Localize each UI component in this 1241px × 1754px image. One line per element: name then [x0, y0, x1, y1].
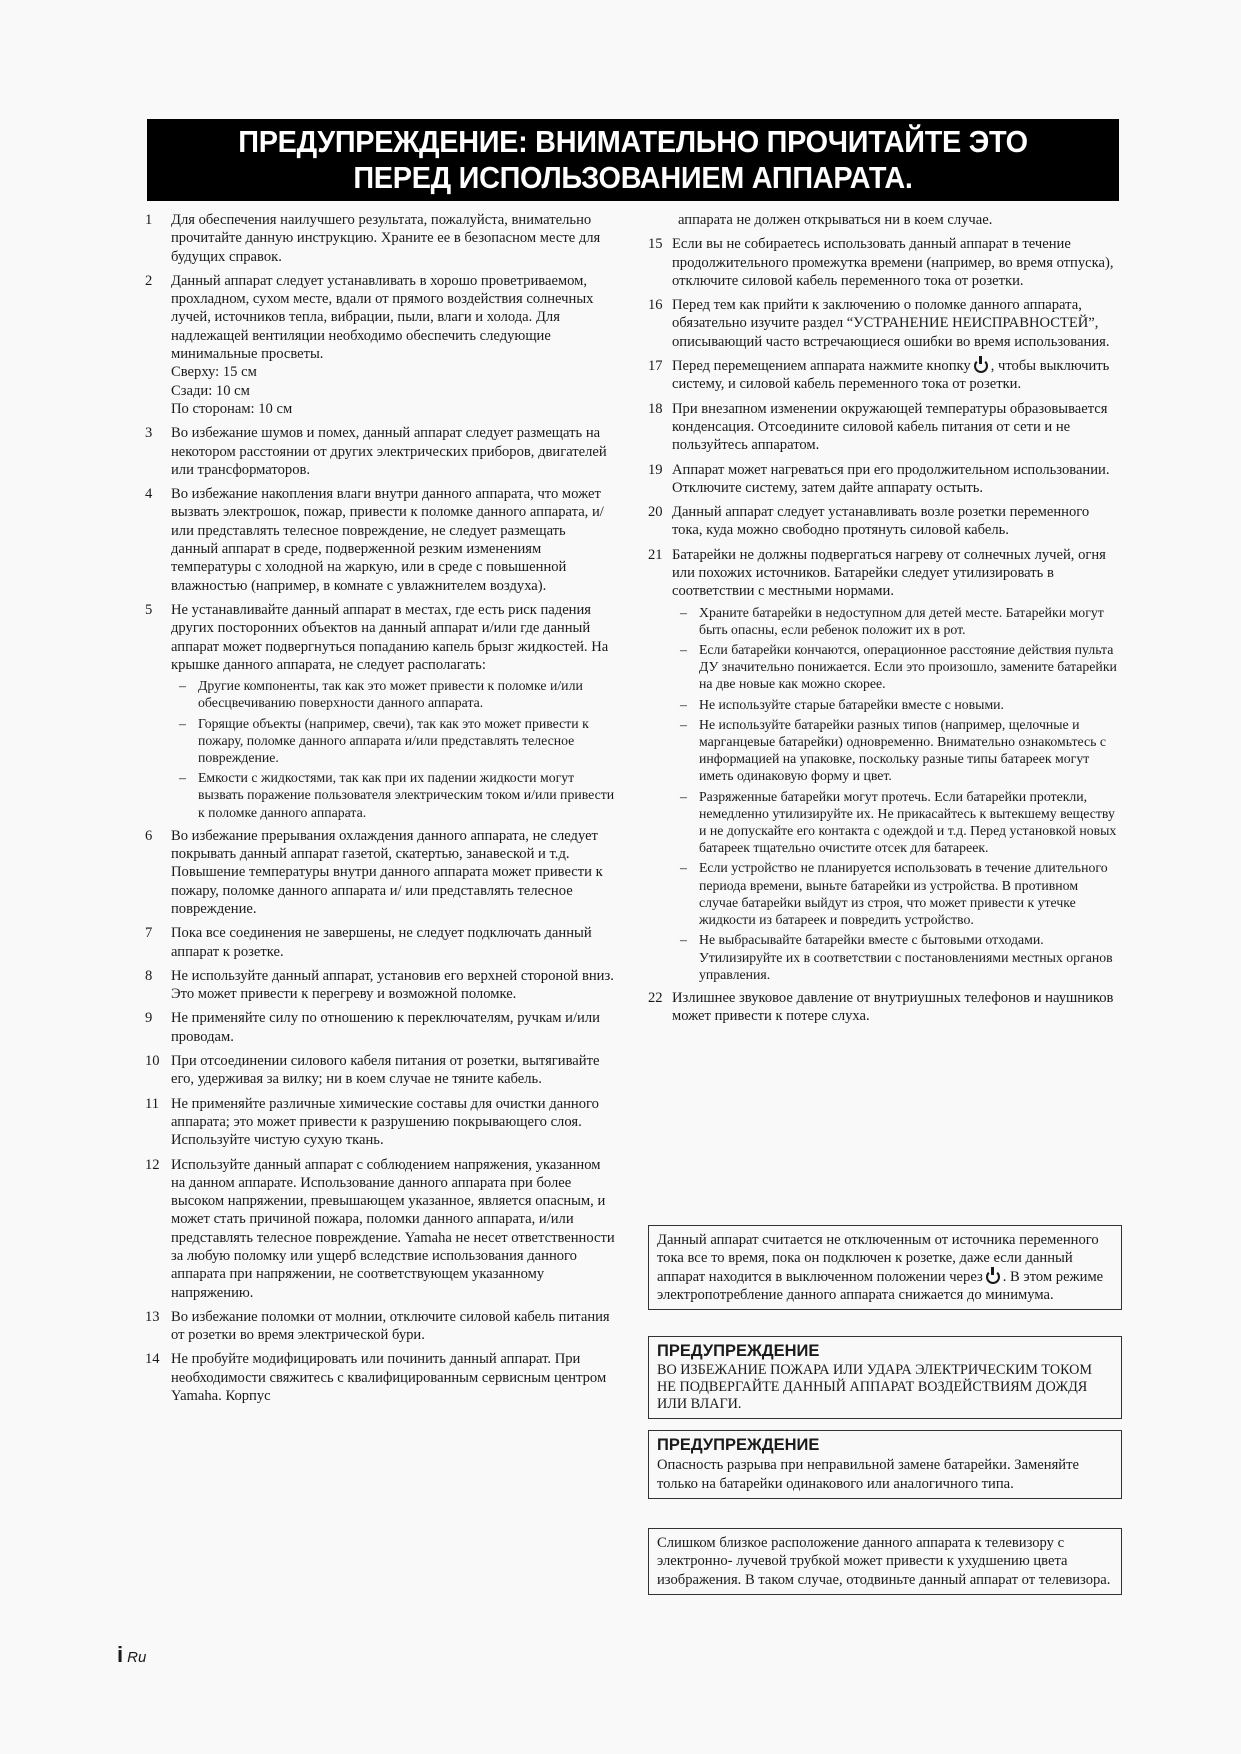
sub-item: – Если устройство не планируется использовать в течение длительного периода времени, выньте батарейки из устройства. В противном случае батарейки выйдут из строя, что может привести к утечке жидкости из батареек и повредить устройство.	[680, 860, 1108, 928]
list-item-21: 21 Батарейки не должны подвергаться нагреву от солнечных лучей, огня или похожих источников. Батарейки следует утилизировать в соответствии с местными нормами. – Храните батарейки в недоступном для детей месте. Батарейки могут быть опасны, если ребенок положит их в рот. – Если батарейки кончаются, операционное расстояние действия пульта ДУ значительно понижается. Если это произошло, замените батарейки на две новые как можно скорее. – Не используйте старые батарейки вместе с новыми. – Не используйте батарейки разных типов (например, щелочные и марганцевые батарейки) одновременно. Внимательно ознакомьтесь с информацией на упаковке, поскольку разные типы батареек могут иметь одинаковую форму и цвет. – Разряженные батарейки могут протечь. Если батарейки протекли, немедленно утилизируйте их. Не прикасайтесь к вытекшему веществу и не допускайте его контакта с одеждой и т.д. Перед установкой новых батареек тщательно очистите отсек для батареек. – Если устройство не планируется использовать в течение длительного периода времени, выньте батарейки из устройства. В противном случае батарейки выйдут из строя, что может привести к утечке жидкости из батареек и повредить устройство. – Не выбрасывайте батарейки вместе с бытовыми отходами. Утилизируйте их в соответствии с постановлениями местных органов управления.	[648, 546, 1120, 983]
warning-box-text: ВО ИЗБЕЖАНИЕ ПОЖАРА ИЛИ УДАРА ЭЛЕКТРИЧЕСКИМ ТОКОМ НЕ ПОДВЕРГАЙТЕ ДАННЫЙ АППАРАТ ВОЗДЕЙСТВИЯМ ДОЖДЯ ИЛИ ВЛАГИ.	[657, 1362, 1093, 1412]
list-item-8: 8 Не используйте данный аппарат, установив его верхней стороной вниз. Это может привести к перегреву и возможной поломке.	[145, 967, 614, 1003]
standby-notice-box: Данный аппарат считается не отключенным от источника переменного тока все то время, пока он подключен к розетке, даже если данный аппарат находится в выключенном положении через . В этом режиме электропотребление данного аппарата снижается до минимума.	[648, 1225, 1122, 1310]
list-item-18: 18 При внезапном изменении окружающей температуры образовывается конденсация. Отсоедините силовой кабель питания от сети и не пользуйтесь аппаратом.	[648, 400, 1108, 454]
list-item-9: 9 Не применяйте силу по отношению к переключателям, ручкам и/или проводам.	[145, 1010, 600, 1045]
warning-banner	[147, 119, 1119, 201]
power-icon	[986, 1270, 1000, 1284]
right-column	[648, 211, 1120, 1032]
list-item-20: 20 Данный аппарат следует устанавливать возле розетки переменного тока, куда можно свободно протянуть силовой кабель.	[648, 504, 1090, 539]
tv-notice-box	[648, 1528, 1122, 1595]
sub-item: – Разряженные батарейки могут протечь. Если батарейки протекли, немедленно утилизируйте их. Не прикасайтесь к вытекшему веществу и не допускайте его контакта с одеждой и т.д. Перед установкой новых батареек тщательно очистите отсек для батареек.	[680, 788, 1117, 856]
list-item-3: 3 Во избежание шумов и помех, данный аппарат следует размещать на некотором расстоянии от других электрических приборов, двигателей или трансформаторов.	[145, 425, 607, 478]
page-number: i	[117, 1642, 124, 1667]
sub-item: – Не используйте батарейки разных типов (например, щелочные и марганцевые батарейки) одновременно. Внимательно ознакомьтесь с информацией на упаковке, поскольку разные типы батареек могут иметь одинаковую форму и цвет.	[680, 716, 1107, 784]
list-item-11: 11 Не применяйте различные химические составы для очистки данного аппарата; это может привести к разрушению покрывающего слоя. Используйте чистую сухую ткань.	[145, 1095, 599, 1149]
tv-notice-text: Слишком близкое расположение данного аппарата к телевизору с электронно- лучевой трубкой может привести к ухудшению цвета изображения. В таком случае, отодвиньте данный аппарат от телевизора.	[657, 1535, 1111, 1588]
warning-box-title: ПРЕДУПРЕЖДЕНИЕ	[657, 1342, 820, 1360]
list-item-12: 12 Используйте данный аппарат с соблюдением напряжения, указанном на данном аппарате. Использование данного аппарата при более высоком напряжении, превышающем указанное, является опасным, и может стать причиной пожара, поломки данного аппарата, и/или представлять телесное повреждение. Yamaha не несет ответственности за любую поломку или ущерб вследствие использования данного аппарата при напряжении, не соответствующем указанному напряжению.	[145, 1156, 615, 1301]
list-item-17: 17 Перед перемещением аппарата нажмите кнопку , чтобы выключить систему, и силовой кабель переменного тока от розетки.	[648, 358, 1110, 393]
sub-item: – Другие компоненты, так как это может привести к поломке и/или обесцвечиванию поверхности данного аппарата.	[179, 678, 583, 711]
banner-line-2: ПЕРЕД ИСПОЛЬЗОВАНИЕМ АППАРАТА.	[353, 160, 913, 195]
sub-item: – Горящие объекты (например, свечи), так как это может привести к пожару, поломке данного аппарата и/или представлять телесное повреждение.	[179, 715, 589, 765]
warning-box-title: ПРЕДУПРЕЖДЕНИЕ	[657, 1436, 820, 1454]
warning-box-fire	[648, 1336, 1122, 1419]
list-item-5: 5 Не устанавливайте данный аппарат в местах, где есть риск падения других посторонних объектов на данный аппарат и/или где данный аппарат может подвергнуться попаданию капель брызг жидкостей. На крышке данного аппарата, не следует располагать: – Другие компоненты, так как это может привести к поломке и/или обесцвечиванию поверхности данного аппарата. – Горящие объекты (например, свечи), так как это может привести к пожару, поломке данного аппарата и/или представлять телесное повреждение. – Емкости с жидкостями, так как при их падении жидкости могут вызвать поражение пользователя электрическим током и/или привести к поломке данного аппарата.	[145, 601, 615, 820]
list-item-22: 22 Излишнее звуковое давление от внутриушных телефонов и наушников может привести к потере слуха.	[648, 989, 1114, 1025]
list-item-10: 10 При отсоединении силового кабеля питания от розетки, вытягивайте его, удерживая за вилку; ни в коем случае не тяните кабель.	[145, 1053, 600, 1088]
power-icon	[974, 359, 988, 373]
list-item-13: 13 Во избежание поломки от молнии, отключите силовой кабель питания от розетки во время электрической бури.	[145, 1308, 610, 1344]
page-footer	[117, 1642, 146, 1668]
sub-item: – Емкости с жидкостями, так как при их падении жидкости могут вызвать поражение пользователя электрическим током и/или привести к поломке данного аппарата.	[179, 770, 615, 820]
list-item-4: 4 Во избежание накопления влаги внутри данного аппарата, что может вызвать электрошок, пожар, привести к поломке данного аппарата, и/ или представлять телесное повреждение, не следует размещать данный аппарат в среде, подверженной резким изменениям температуры с холодной на жаркую, или в среде с повышенной влажностью (например, в комнате с увлажнителем воздуха).	[145, 486, 604, 594]
list-item-6: 6 Во избежание прерывания охлаждения данного аппарата, не следует покрывать данный аппарат газетой, скатертью, занавеской и т.д. Повышение температуры внутри данного аппарата может привести к пожару, поломке данного аппарата и/ или представлять телесное повреждение.	[145, 827, 603, 917]
sub-item: – Если батарейки кончаются, операционное расстояние действия пульта ДУ значительно понижается. Если это произошло, замените батарейки на две новые как можно скорее.	[680, 642, 1117, 692]
warning-box-battery	[648, 1430, 1122, 1499]
list-item-16: 16 Перед тем как прийти к заключению о поломке данного аппарата, обязательно изучите раздел “УСТРАНЕНИЕ НЕИСПРАВНОСТЕЙ”, описывающий часто встречающиеся ошибки во время использования.	[648, 297, 1110, 350]
list-item-19: 19 Аппарат может нагреваться при его продолжительном использовании. Отключите систему, затем дайте аппарату остыть.	[648, 461, 1110, 496]
language-code: Ru	[127, 1649, 147, 1666]
list-item-14: 14 Не пробуйте модифицировать или починить данный аппарат. При необходимости свяжитесь с квалифицированным сервисным центром Yamaha. Корпус	[145, 1351, 607, 1405]
banner-line-1: ПРЕДУПРЕЖДЕНИЕ: ВНИМАТЕЛЬНО ПРОЧИТАЙТЕ ЭТО	[238, 124, 1028, 159]
list-item-14-continued: аппарата не должен открываться ни в коем случае.	[678, 212, 993, 228]
sub-item: – Не используйте старые батарейки вместе с новыми.	[680, 696, 1005, 712]
left-column	[145, 211, 615, 1411]
warning-box-text: Опасность разрыва при неправильной замене батарейки. Заменяйте только на батарейки одинакового или аналогичного типа.	[657, 1457, 1079, 1492]
list-item-1: 1 Для обеспечения наилучшего результата, пожалуйста, внимательно прочитайте данную инструкцию. Храните ее в безопасном месте для будущих справок.	[145, 212, 601, 265]
list-item-7: 7 Пока все соединения не завершены, не следует подключать данный аппарат к розетке.	[145, 925, 592, 960]
sub-item: – Не выбрасывайте батарейки вместе с бытовыми отходами. Утилизируйте их в соответствии с постановлениями местных органов управления.	[680, 932, 1113, 982]
sub-item: – Храните батарейки в недоступном для детей месте. Батарейки могут быть опасны, если ребенок положит их в рот.	[680, 604, 1104, 637]
list-item-15: 15 Если вы не собираетесь использовать данный аппарат в течение продолжительного промежутка времени (например, во время отпуска), отключите силовой кабель переменного тока от розетки.	[648, 236, 1114, 289]
list-item-2: 2 Данный аппарат следует устанавливать в хорошо проветриваемом, прохладном, сухом месте, вдали от прямого воздействия солнечных лучей, источников тепла, вибрации, пыли, влаги и холода. Для надлежащей вентиляции необходимо обеспечить следующие минимальные просветы. Сверху: 15 см Сзади: 10 см По сторонам: 10 см	[145, 272, 594, 417]
